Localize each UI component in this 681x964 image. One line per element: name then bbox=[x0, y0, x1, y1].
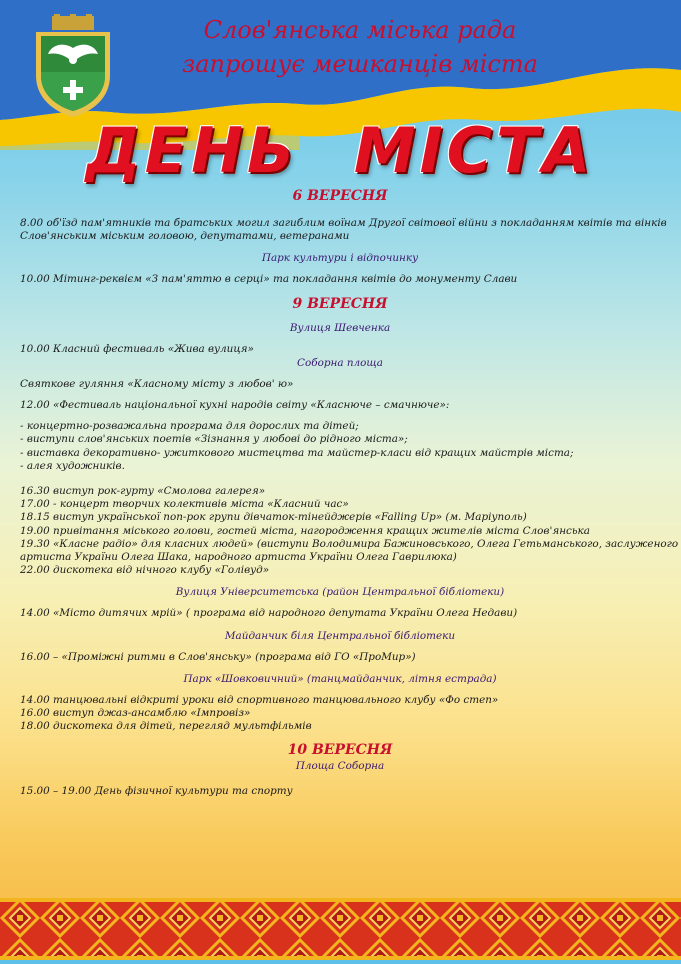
invitation-line: запрошує мешканців міста bbox=[182, 50, 538, 78]
venue-heading: Вулиця Шевченка bbox=[289, 321, 391, 334]
schedule-item: 22.00 дискотека від нічного клубу «Голівуд» bbox=[20, 564, 270, 577]
venue-heading: Парк «Шовковичний» (танцмайданчик, літня естрада) bbox=[183, 672, 497, 685]
organizer-line: Слов'янська міська рада bbox=[203, 16, 517, 44]
list-item: - концертно-розважальна програма для дорослих та дітей; bbox=[20, 420, 359, 433]
venue-heading: Вулиця Університетська (район Центральної бібліотеки) bbox=[175, 586, 505, 599]
schedule-item: 18.15 виступ української поп-рок групи дівчаток-тінейджерів «Falling Up» (м. Маріуполь) bbox=[20, 511, 527, 524]
venue-heading: Соборна площа bbox=[297, 356, 383, 369]
date-heading-day1: 6 ВЕРЕСНЯ bbox=[292, 188, 388, 204]
schedule-item: 18.00 дискотека для дітей, перегляд мультфільмів bbox=[20, 720, 312, 733]
venue-heading: Площа Соборна bbox=[295, 760, 385, 773]
schedule-item: 14.00 «Місто дитячих мрій» ( програма від народного депутата України Олега Недави) bbox=[20, 607, 518, 620]
list-item: - виступи слов'янських поетів «Зізнання у любові до рідного міста»; bbox=[20, 433, 408, 446]
schedule-item: 16.00 виступ джаз-ансамблю «Імпровіз» bbox=[20, 707, 251, 720]
schedule-item: 10.00 Класний фестиваль «Жива вулиця» bbox=[20, 342, 254, 355]
embroidery-border-icon bbox=[0, 898, 681, 960]
event-program bbox=[20, 187, 679, 799]
schedule-item: артиста України Олега Шака, народного артиста України Олега Гаврилюка) bbox=[20, 551, 457, 564]
venue-heading: Майданчик біля Центральної бібліотеки bbox=[224, 629, 456, 642]
page-title: ДЕНЬ МІСТА bbox=[85, 114, 595, 187]
list-item: - виставка декоративно- ужиткового мистецтва та майстер-класи від кращих майстрів міста; bbox=[20, 446, 574, 459]
schedule-item: 15.00 – 19.00 День фізичної культури та спорту bbox=[20, 785, 293, 798]
schedule-item: 17.00 - концерт творчих колективів міста «Класний час» bbox=[20, 498, 349, 511]
date-heading-day3: 10 ВЕРЕСНЯ bbox=[287, 742, 393, 759]
schedule-item: 10.00 Мітинг-реквієм «З пам'яттю в серці» та покладання квітів до монументу Слави bbox=[20, 273, 518, 286]
schedule-item: Святкове гуляння «Класному місту з любов' ю» bbox=[20, 377, 294, 390]
schedule-item: Слов'янським міським головою, депутатами, ветеранами bbox=[20, 230, 350, 243]
city-coat-of-arms-icon bbox=[30, 14, 116, 118]
schedule-item: 19.30 «Класне радіо» для класних людей» (виступи Володимира Бажиновського, Олега Гетьманського, заслуженого bbox=[20, 537, 679, 550]
schedule-item: 19.00 привітання міського голови, гостей міста, нагородження кращих жителів міста Слов'янська bbox=[20, 524, 590, 537]
venue-heading: Парк культури і відпочинку bbox=[261, 252, 419, 265]
date-heading-day2: 9 ВЕРЕСНЯ bbox=[292, 295, 388, 312]
schedule-item: 16.00 – «Проміжні ритми в Слов'янську» (програма від ГО «ПроМир») bbox=[20, 650, 416, 663]
schedule-item: 8.00 об'їзд пам'ятників та братських могил загиблим воїнам Другої світової війни з покладанням квітів та вінків bbox=[20, 217, 667, 229]
list-item: - алея художників. bbox=[20, 459, 125, 472]
schedule-item: 12.00 «Фестиваль національної кухні народів світу «Класнюче – смачнюче»: bbox=[20, 399, 450, 412]
schedule-item: 14.00 танцювальні відкриті уроки від спортивного танцювального клубу «Фо степ» bbox=[20, 693, 499, 706]
schedule-item: 16.30 виступ рок-гурту «Смолова галерея» bbox=[20, 485, 266, 498]
